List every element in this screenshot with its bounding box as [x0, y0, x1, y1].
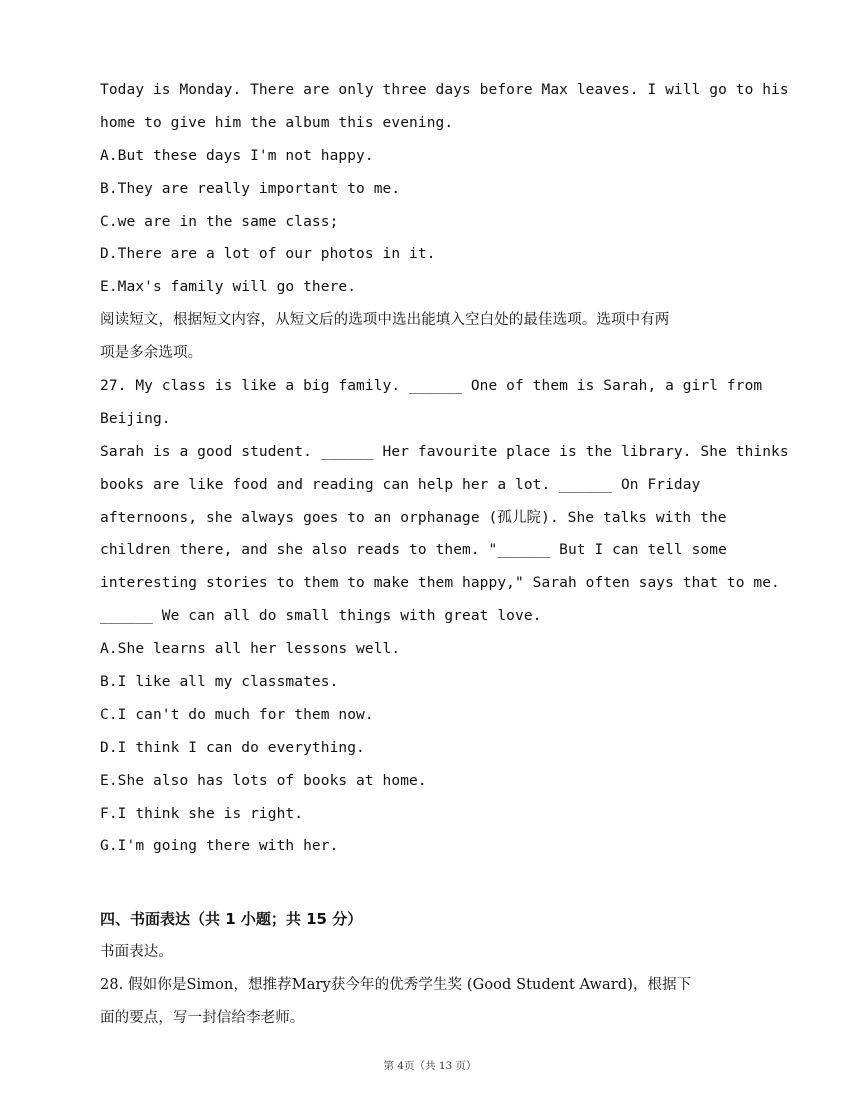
- option-a: A.She learns all her lessons well.: [100, 641, 401, 658]
- passage-line: home to give him the album this evening.: [100, 114, 454, 131]
- question-line: books are like food and reading can help her a lot. ______ On Friday: [100, 476, 701, 493]
- page-footer: 第 4页（共 13 页）: [383, 1060, 477, 1072]
- option-d: D.There are a lot of our photos in it.: [100, 246, 436, 263]
- section-intro: 书面表达。: [100, 944, 173, 961]
- section-heading: 四、书面表达（共 1 小题；共 15 分）: [100, 910, 363, 929]
- instruction-line: 项是多余选项。: [100, 345, 203, 362]
- instruction-line: 阅读短文，根据短文内容，从短文后的选项中选出能填入空白处的最佳选项。选项中有两: [100, 312, 670, 329]
- option-b: B.I like all my classmates.: [100, 674, 339, 691]
- instruction: [100, 304, 765, 370]
- question-28-line: 面的要点，写一封信给李老师。: [100, 1010, 305, 1027]
- option-c: C.I can't do much for them now.: [100, 706, 374, 723]
- section-writing: [100, 903, 765, 1035]
- option-e: E.Max's family will go there.: [100, 279, 357, 296]
- option-c: C.we are in the same class;: [100, 213, 339, 230]
- question-line: interesting stories to them to make them happy," Sarah often says that to me.: [100, 575, 780, 592]
- question-line: afternoons, she always goes to an orphanage (孤儿院). She talks with the: [100, 509, 727, 526]
- section-spacer: [100, 863, 765, 903]
- question-line: ______ We can all do small things with great love.: [100, 608, 542, 625]
- question-line: Sarah is a good student. ______ Her favourite place is the library. She thinks: [100, 443, 789, 460]
- question-line: children there, and she also reads to them. "______ But I can tell some: [100, 542, 727, 559]
- options-list-27: [100, 633, 765, 863]
- question-28-line: 28. 假如你是Simon，想推荐Mary获今年的优秀学生奖 (Good Student Award)，根据下: [100, 977, 692, 994]
- document-page: [100, 74, 789, 1035]
- question-27-passage: [100, 370, 789, 633]
- option-e: E.She also has lots of books at home.: [100, 772, 427, 789]
- option-d: D.I think I can do everything.: [100, 739, 365, 756]
- passage-ending: [100, 74, 789, 140]
- option-b: B.They are really important to me.: [100, 180, 401, 197]
- option-g: G.I'm going there with her.: [100, 838, 339, 855]
- option-f: F.I think she is right.: [100, 805, 304, 822]
- question-line: 27. My class is like a big family. ______ One of them is Sarah, a girl from: [100, 378, 763, 395]
- passage-line: Today is Monday. There are only three days before Max leaves. I will go to his: [100, 82, 789, 98]
- question-line: Beijing.: [100, 410, 171, 427]
- option-a: A.But these days I'm not happy.: [100, 147, 374, 164]
- options-list-26: [100, 140, 765, 304]
